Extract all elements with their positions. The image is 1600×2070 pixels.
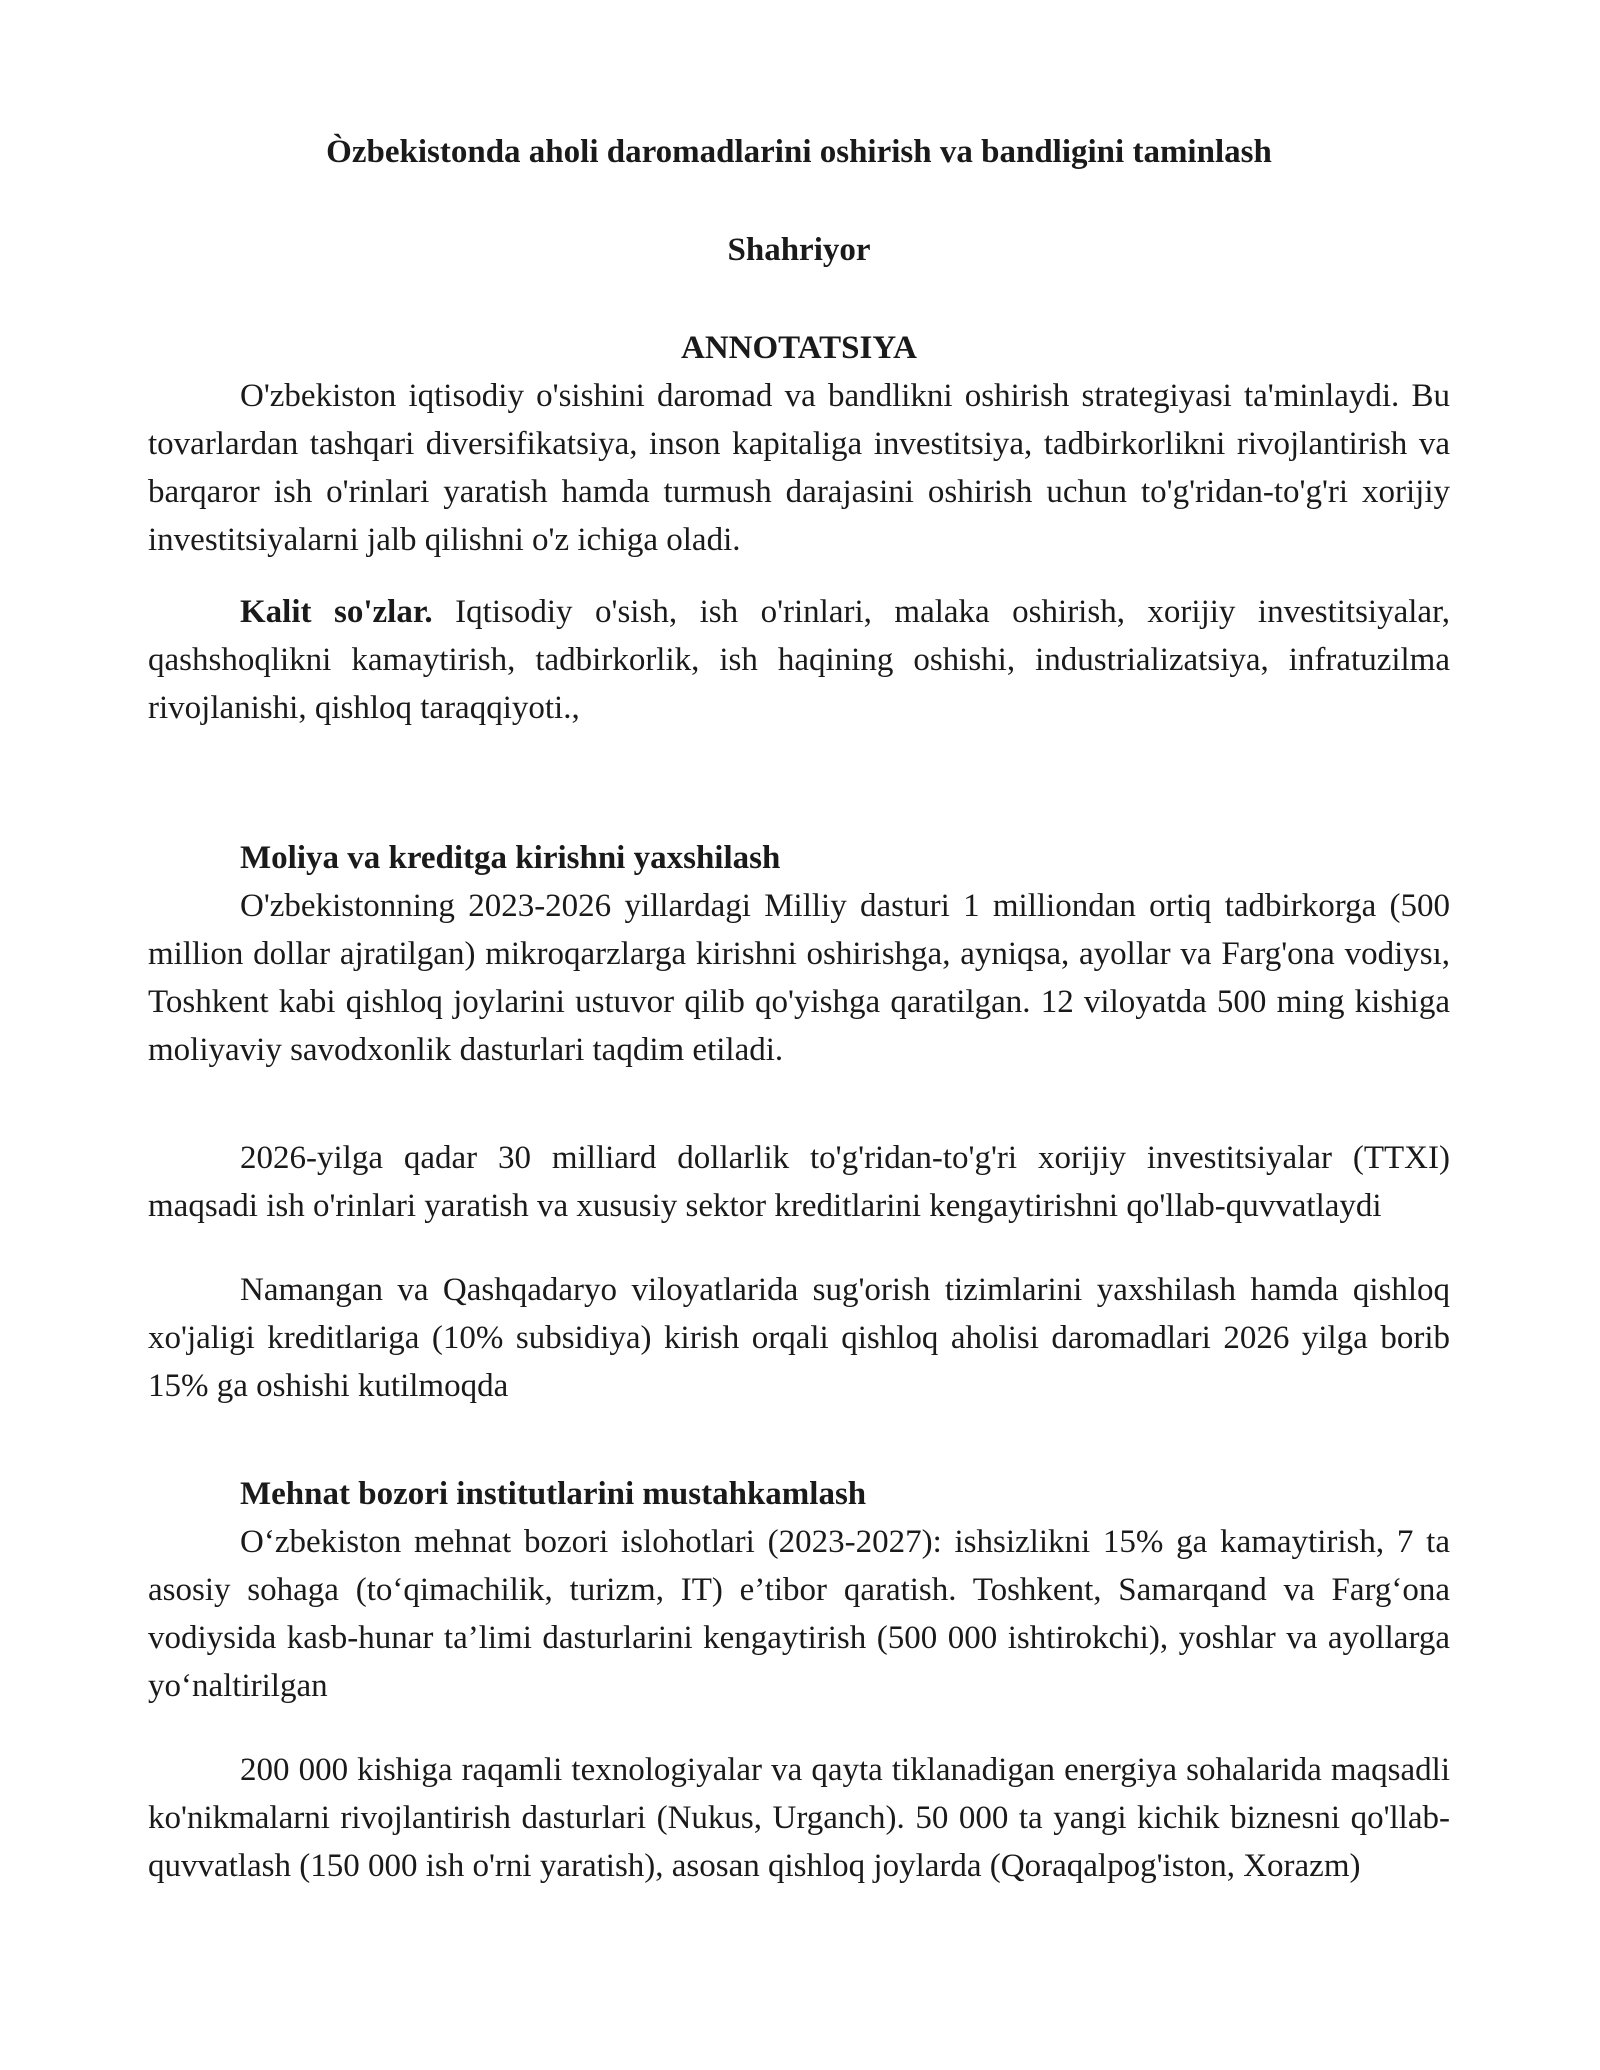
finance-paragraph-1: O'zbekistonning 2023-2026 yillardagi Milliy dasturi 1 milliondan ortiq tadbirkorga (500 million dollar ajratilgan) mikroqarzlarga kirishni oshirishga, ayniqsa, ayollar va Farg'ona vodiysı, Toshkent kabi qishloq joylarini ustuvor qilib qo'yishga qaratilgan. 12 viloyatda 500 ming kishiga moliyaviy savodxonlik dasturlari taqdim etiladi. [148,888,1450,1068]
section-heading-finance: Moliya va kreditga kirishni yaxshilash [240,840,781,876]
annotation-text: O'zbekiston iqtisodiy o'sishini daromad va bandlikni oshirish strategiyasi ta'minlaydi. Bu tovarlardan tashqari diversifikatsiya, inson kapitaliga investitsiya, tadbirkorlikni rivojlantirish va barqaror ish o'rinlari yaratish hamda turmush darajasini oshirish uchun to'g'ridan-to'g'ri xorijiy investitsiyalarni jalb qilishni o'z ichiga oladi. [148,378,1450,558]
finance-paragraph-2: 2026-yilga qadar 30 milliard dollarlik to'g'ridan-to'g'ri xorijiy investitsiyalar (TTXI) maqsadi ish o'rinlari yaratish va xususiy sektor kreditlarini kengaytirishni qo'llab-quvvatlaydi [148,1140,1450,1224]
annotation-heading: ANNOTATSIYA [681,330,917,366]
document-page [148,0,1450,1890]
keywords-text: Iqtisodiy o'sish, ish o'rinlari, malaka oshirish, xorijiy investitsiyalar, qashshoqlikni kamaytirish, tadbirkorlik, ish haqining oshishi, industrializatsiya, infratuzilma rivojlanishi, qishloq taraqqiyoti., [148,594,1450,726]
document-title: Òzbekistonda aholi daromadlarini oshirish va bandligini taminlash [326,134,1272,170]
keywords-paragraph [148,588,1450,732]
finance-paragraph-3: Namangan va Qashqadaryo viloyatlarida sug'orish tizimlarini yaxshilash hamda qishloq xo'jaligi kreditlariga (10% subsidiya) kirish orqali qishloq aholisi daromadlari 2026 yilga borib 15% ga oshishi kutilmoqda [148,1272,1450,1404]
section-heading-labor: Mehnat bozori institutlarini mustahkamlash [240,1476,867,1512]
labor-paragraph-2: 200 000 kishiga raqamli texnologiyalar va qayta tiklanadigan energiya sohalarida maqsadli ko'nikmalarni rivojlantirish dasturlari (Nukus, Urganch). 50 000 ta yangi kichik biznesni qo'llab-quvvatlash (150 000 ish o'rni yaratish), asosan qishloq joylarda (Qoraqalpog'iston, Xorazm) [148,1752,1450,1884]
author-name: Shahriyor [727,232,871,268]
labor-paragraph-1: O‘zbekiston mehnat bozori islohotlari (2023-2027): ishsizlikni 15% ga kamaytirish, 7 ta asosiy sohaga (to‘qimachilik, turizm, IT) e’tibor qaratish. Toshkent, Samarqand va Farg‘ona vodiysida kasb-hunar ta’limi dasturlarini kengaytirish (500 000 ishtirokchi), yoshlar va ayollarga yo‘naltirilgan [148,1524,1450,1704]
keywords-label: Kalit so'zlar. [240,594,433,630]
